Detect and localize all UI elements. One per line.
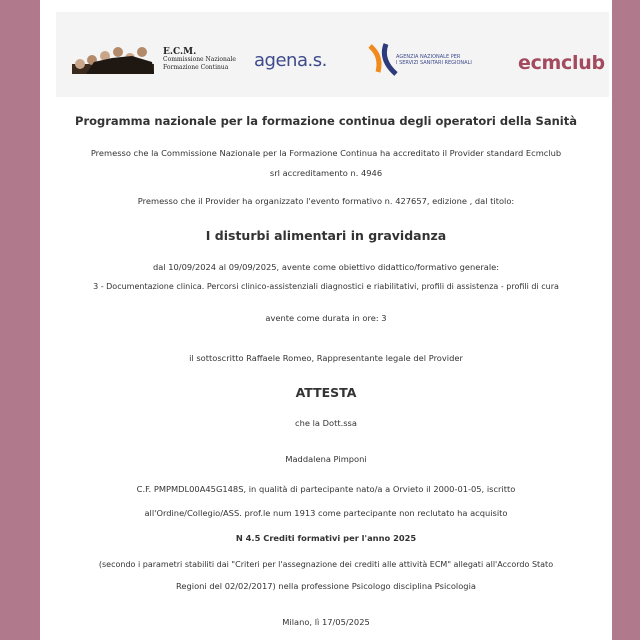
cf-line: C.F. PMPMDL00A45G148S, in qualità di partecipante nato/a a Orvieto il 2000-01-05, iscritto bbox=[136, 484, 516, 494]
signatory: il sottoscritto Raffaele Romeo, Rappresentante legale del Provider bbox=[189, 353, 463, 363]
attesta-heading: ATTESTA bbox=[295, 385, 357, 400]
logo-header bbox=[56, 12, 609, 97]
certificate-page bbox=[40, 0, 612, 640]
premise-1b: srl accreditamento n. 4946 bbox=[269, 168, 383, 178]
place-date: Milano, lì 17/05/2025 bbox=[282, 617, 370, 627]
ecm-logo-text: E.C.M. Commissione Nazionale Formazione Continua bbox=[163, 47, 236, 71]
ordine-line: all'Ordine/Collegio/ASS. prof.le num 1913 come partecipante non reclutato ha acquisito bbox=[144, 508, 508, 518]
event-dates: dal 10/09/2024 al 09/09/2025, avente come obiettivo didattico/formativo generale: bbox=[152, 262, 500, 272]
ecmclub-logo: ecmclub bbox=[518, 52, 605, 74]
che-la: che la Dott.ssa bbox=[295, 418, 357, 428]
criteria-2: Regioni del 02/02/2017) nella professione Psicologo disciplina Psicologia bbox=[176, 581, 476, 591]
credits: N 4.5 Crediti formativi per l'anno 2025 bbox=[235, 533, 417, 543]
premise-1a: Premesso che la Commissione Nazionale per la Formazione Continua ha accreditato il Provider standard Ecmclub bbox=[90, 148, 562, 158]
agenas-logo-text: agena.s. bbox=[254, 50, 327, 71]
ecm-logo-painting bbox=[72, 42, 154, 74]
premise-2: Premesso che il Provider ha organizzato l'evento formativo n. 427657, edizione , dal titolo: bbox=[137, 196, 515, 206]
event-objective: 3 - Documentazione clinica. Percorsi clinico-assistenziali diagnostici e riabilitativi, profili di assistenza - profili di cura bbox=[93, 282, 559, 291]
criteria-1: (secondo i parametri stabiliti dai "Criteri per l'assegnazione dei crediti alle attività ECM" allegati all'Accordo Stato bbox=[98, 560, 554, 569]
event-title: I disturbi alimentari in gravidanza bbox=[205, 228, 447, 243]
agenas-logo-subtitle: AGENZIA NAZIONALE PER I SERVIZI SANITARI REGIONALI bbox=[396, 54, 472, 66]
participant-name: Maddalena Pimponi bbox=[285, 454, 367, 464]
program-title: Programma nazionale per la formazione continua degli operatori della Sanità bbox=[75, 114, 577, 128]
event-duration: avente come durata in ore: 3 bbox=[265, 313, 387, 323]
